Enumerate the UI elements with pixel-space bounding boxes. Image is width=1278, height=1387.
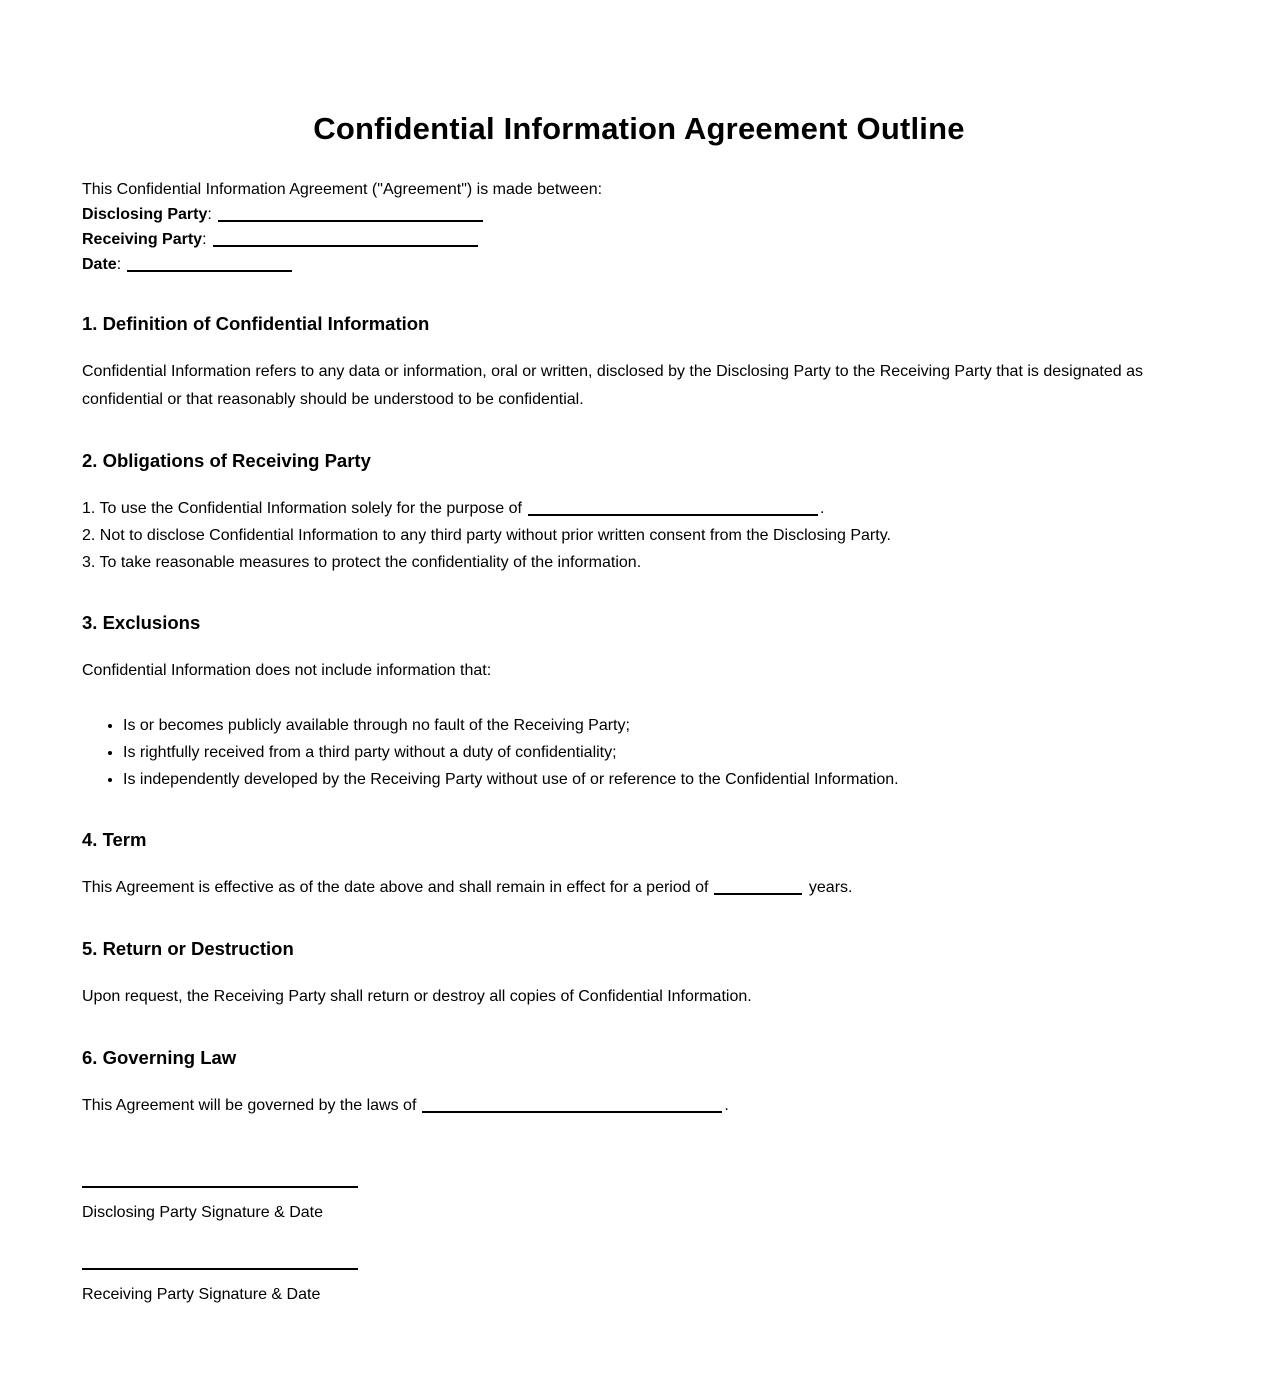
obligation-item-2: [82, 522, 1196, 549]
obligation-item-3: [82, 549, 1196, 576]
exclusion-bullet-2: • Is rightfully received from a third party without a duty of confidentiality;: [123, 739, 1196, 766]
intro-text: This Confidential Information Agreement ("Agreement") is made between:: [82, 181, 603, 198]
section-governing-law-heading: 6. Governing Law: [82, 1047, 237, 1068]
section-governing-law-body: [82, 1092, 1196, 1120]
intro-block: [82, 177, 1196, 277]
section-return-destruction-body: Upon request, the Receiving Party shall return or destroy all copies of Confidential Information.: [82, 988, 752, 1005]
field-date: [82, 252, 1196, 277]
section-term-body: [82, 874, 1196, 902]
obligation-item-1-text: 1. To use the Confidential Information solely for the purpose of: [82, 500, 522, 517]
purpose-blank-line: [528, 501, 818, 516]
governing-law-blank-line: [422, 1098, 722, 1113]
disclosing-party-label: Disclosing Party: [82, 206, 208, 223]
disclosing-party-signature-label: Disclosing Party Signature & Date: [82, 1204, 323, 1221]
section-exclusions-body: Confidential Information does not include information that:: [82, 662, 492, 679]
section-definition-heading: 1. Definition of Confidential Information: [82, 313, 430, 334]
receiving-party-signature-block: [82, 1268, 1196, 1307]
section-return-destruction: [82, 938, 1196, 1011]
section-term-heading: 4. Term: [82, 829, 147, 850]
term-text-after: years.: [804, 879, 853, 896]
exclusions-bullet-list: [82, 712, 1196, 793]
obligation-item-1: [82, 495, 1196, 522]
disclosing-party-signature-block: [82, 1186, 1196, 1225]
section-exclusions-heading: 3. Exclusions: [82, 612, 201, 633]
receiving-party-colon: :: [202, 231, 207, 248]
obligation-item-3-text: 3. To take reasonable measures to protect the confidentiality of the information.: [82, 554, 642, 571]
term-text-before: This Agreement is effective as of the date above and shall remain in effect for a period of: [82, 879, 709, 896]
field-receiving-party: [82, 227, 1196, 252]
section-obligations-heading: 2. Obligations of Receiving Party: [82, 450, 371, 471]
governing-law-text-before: This Agreement will be governed by the laws of: [82, 1097, 417, 1114]
term-years-blank-line: [714, 880, 802, 895]
section-definition: [82, 313, 1196, 414]
disclosing-party-colon: :: [207, 206, 212, 223]
governing-law-period: .: [724, 1097, 729, 1114]
receiving-party-signature-line: [82, 1268, 358, 1270]
section-term: [82, 829, 1196, 902]
section-return-destruction-heading: 5. Return or Destruction: [82, 938, 294, 959]
obligation-item-1-period: .: [819, 500, 825, 517]
exclusion-bullet-1: • Is or becomes publicly available through no fault of the Receiving Party;: [123, 712, 1196, 739]
obligations-list: [82, 495, 1196, 576]
receiving-party-signature-label: Receiving Party Signature & Date: [82, 1286, 321, 1303]
disclosing-party-blank-line: [218, 207, 483, 222]
date-blank-line: [127, 257, 292, 272]
signature-area: [82, 1186, 1196, 1307]
disclosing-party-signature-line: [82, 1186, 358, 1188]
section-definition-body: Confidential Information refers to any data or information, oral or written, disclosed by the Disclosing Party to the Receiving Party that is designated as confidential or that reasonably should be understood to be confidential.: [82, 363, 1143, 408]
receiving-party-blank-line: [213, 232, 478, 247]
date-label: Date: [82, 256, 117, 273]
obligation-item-2-text: 2. Not to disclose Confidential Information to any third party without prior written consent from the Disclosing Party.: [82, 527, 891, 544]
field-disclosing-party: [82, 202, 1196, 227]
section-obligations: [82, 450, 1196, 576]
document-title: Confidential Information Agreement Outline: [313, 111, 965, 146]
section-governing-law: [82, 1047, 1196, 1120]
date-colon: :: [116, 256, 122, 273]
exclusion-bullet-3: • Is independently developed by the Receiving Party without use of or reference to the Confidential Information.: [123, 766, 1196, 793]
receiving-party-label: Receiving Party: [82, 231, 203, 248]
section-exclusions: [82, 612, 1196, 793]
